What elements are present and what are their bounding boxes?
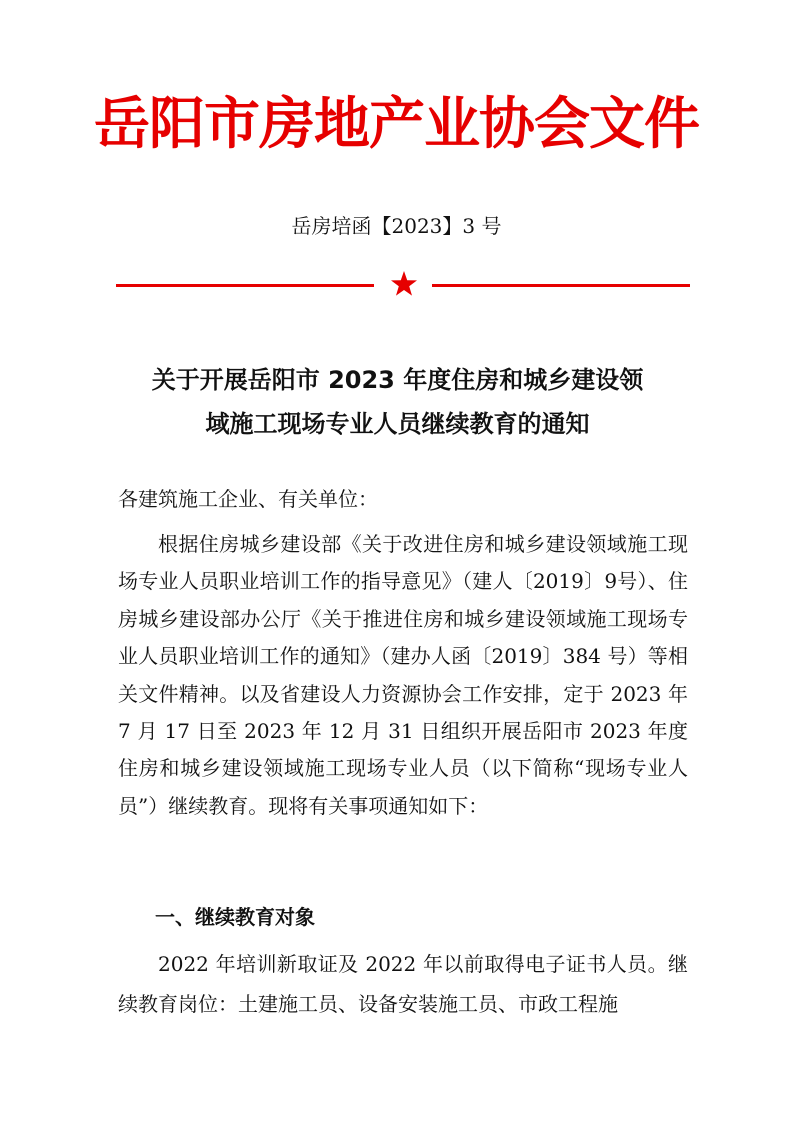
document-number: 岳房培函【2023】3 号 [291, 214, 502, 238]
red-star-icon [389, 269, 419, 299]
body-paragraph-2: 2022 年培训新取证及 2022 年以前取得电子证书人员。继续教育岗位：土建施工员、设备安装施工员、市政工程施 [118, 952, 688, 1016]
salutation: 各建筑施工企业、有关单位： [118, 487, 378, 511]
red-divider-left [116, 284, 374, 287]
red-divider-right [432, 284, 690, 287]
section-heading-1: 一、继续教育对象 [155, 905, 315, 929]
notice-title [110, 358, 685, 446]
notice-title-line-1: 关于开展岳阳市 2023 年度住房和城乡建设领 [151, 366, 644, 394]
notice-title-line-2: 域施工现场专业人员继续教育的通知 [205, 410, 590, 438]
document-header-title: 岳阳市房地产业协会文件 [94, 92, 699, 157]
body-paragraph-1: 根据住房城乡建设部《关于改进住房和城乡建设领域施工现场专业人员职业培训工作的指导意见》（建人〔2019〕9号）、住房城乡建设部办公厅《关于推进住房和城乡建设领域施工现场专业人员职业培训工作的通知》（建办人函〔2019〕384 号）等相关文件精神。以及省建设人力资源协会工作安排，定于 2023 年 7 月 17 日至 2023 年 12 月 31 日组织开展岳阳市 2023 年度住房和城乡建设领域施工现场专业人员（以下简称“现场专业人员”）继续教育。现将有关事项通知如下： [118, 532, 688, 818]
